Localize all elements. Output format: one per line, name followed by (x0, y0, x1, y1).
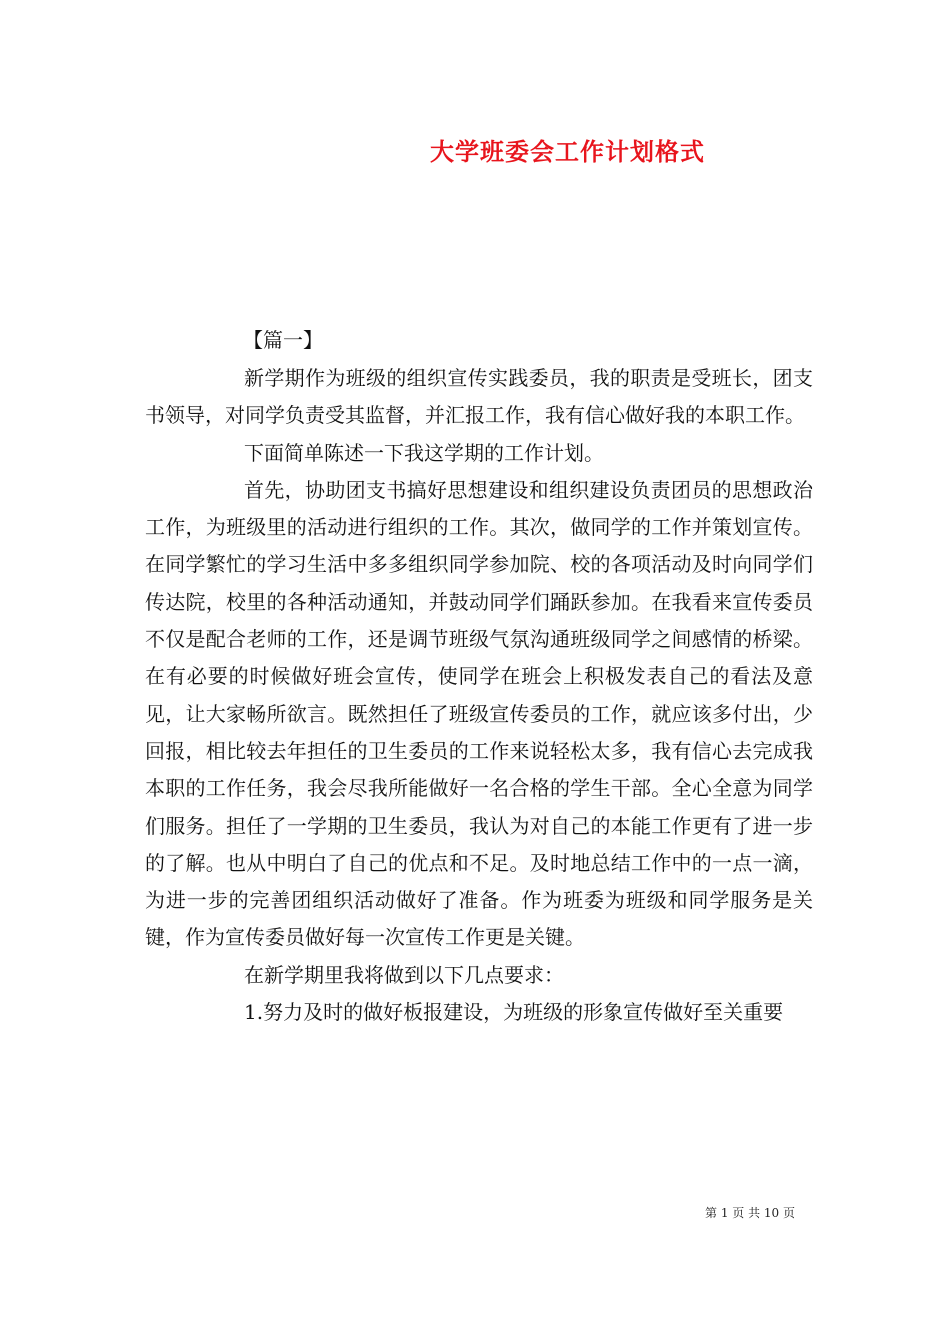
paragraph-4: 在新学期里我将做到以下几点要求： (244, 962, 564, 987)
paragraph-2: 下面简单陈述一下我这学期的工作计划。 (244, 440, 604, 465)
document-body (145, 360, 813, 1031)
page-number: 第 1 页 共 10 页 (705, 1206, 795, 1220)
paragraph-5: 1.努力及时的做好板报建设，为班级的形象宣传做好至关重要 (244, 1000, 784, 1025)
document-title: 大学班委会工作计划格式 (430, 137, 705, 166)
section-heading: 【篇一】 (243, 328, 323, 352)
paragraph-3: 首先，协助团支书搞好思想建设和组织建设负责团员的思想政治工作，为班级里的活动进行组织的工作。其次，做同学的工作并策划宣传。在同学繁忙的学习生活中多多组织同学参加院、校的各项活动及时向同学们传达院，校里的各种活动通知，并鼓动同学们踊跃参加。在我看来宣传委员不仅是配合老师的工作，还是调节班级气氛沟通班级同学之间感情的桥梁。在有必要的时候做好班会宣传，使同学在班会上积极发表自己的看法及意见，让大家畅所欲言。既然担任了班级宣传委员的工作，就应该多付出，少回报，相比较去年担任的卫生委员的工作来说轻松太多，我有信心去完成我本职的工作任务，我会尽我所能做好一名合格的学生干部。全心全意为同学们服务。担任了一学期的卫生委员，我认为对自己的本能工作更有了进一步的了解。也从中明白了自己的优点和不足。及时地总结工作中的一点一滴，为进一步的完善团组织活动做好了准备。作为班委为班级和同学服务是关键，作为宣传委员做好每一次宣传工作更是关键。 (145, 477, 813, 950)
paragraph-1: 新学期作为班级的组织宣传实践委员，我的职责是受班长，团支书领导，对同学负责受其监督，并汇报工作，我有信心做好我的本职工作。 (145, 366, 813, 428)
